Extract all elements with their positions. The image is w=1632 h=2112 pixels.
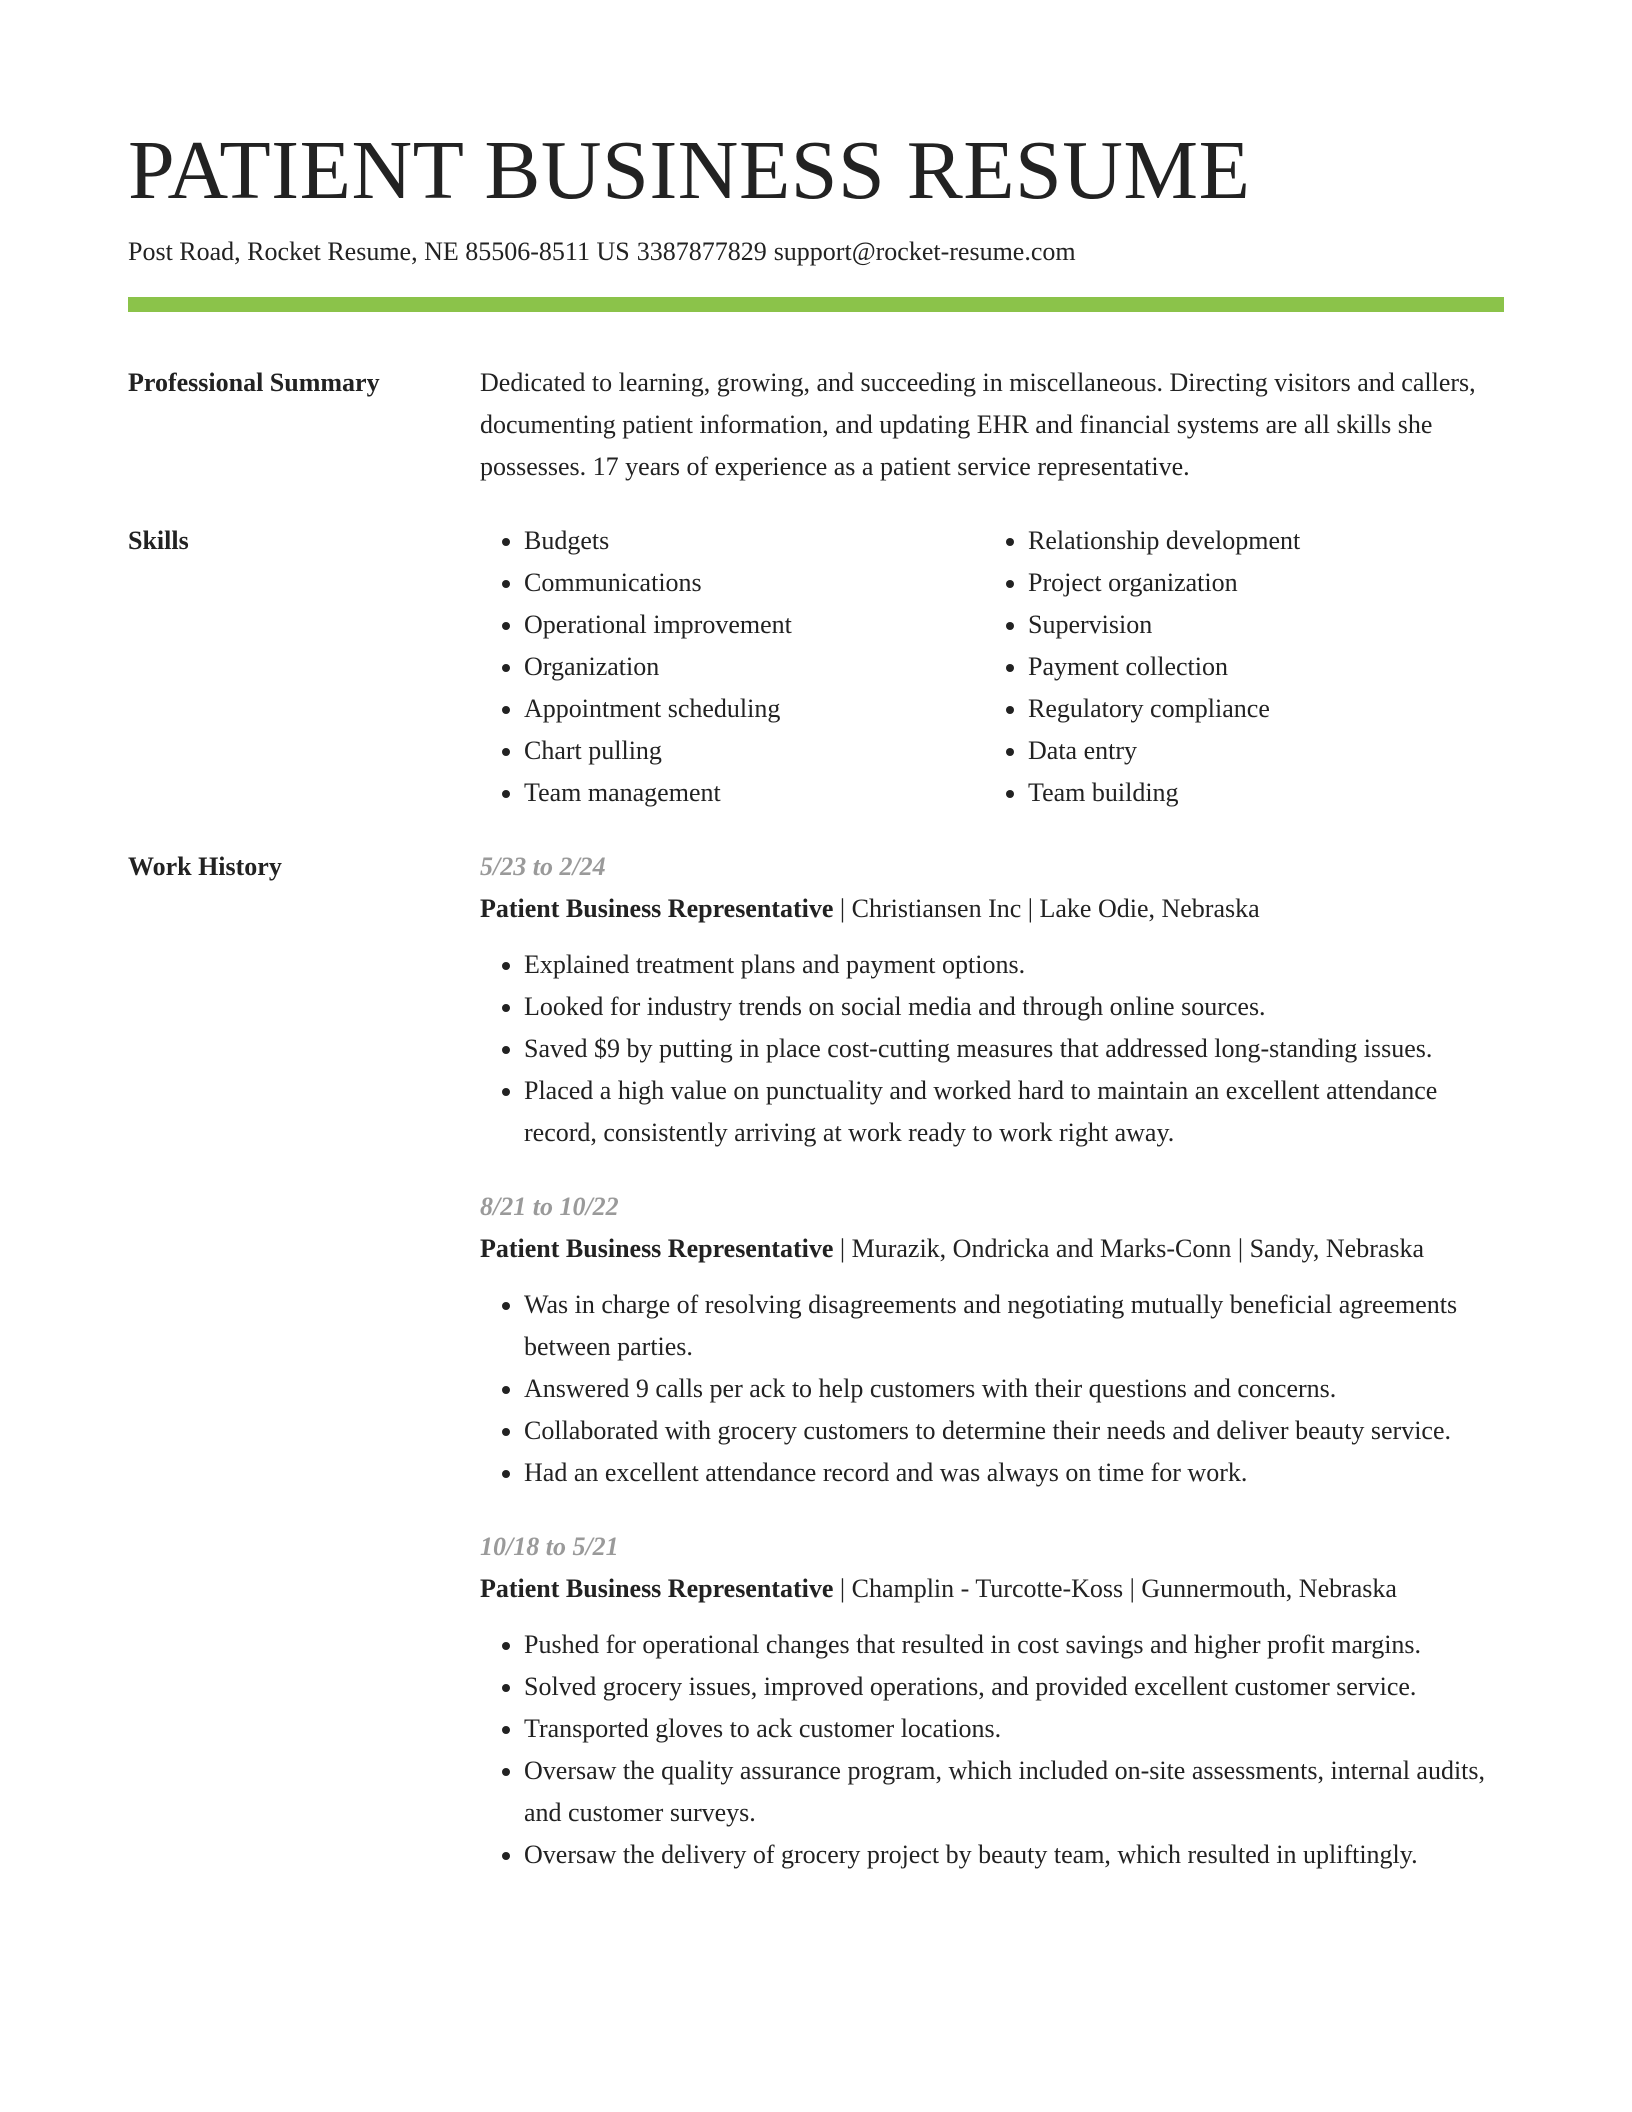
job-dates: 10/18 to 5/21 [480,1532,619,1561]
skill-item: • Regulatory compliance [1028,688,1488,730]
skills-list-right [984,520,1488,814]
jobs-list [480,846,1504,1876]
job-details: | Christiansen Inc | Lake Odie, Nebraska [833,894,1260,923]
job-bullet: • Oversaw the quality assurance program, which included on-site assessments, internal audits, and customer surveys. [524,1750,1504,1834]
job-bullet: • Had an excellent attendance record and was always on time for work. [524,1452,1504,1494]
job-title: Patient Business Representative [480,1234,834,1263]
job-bullets [480,1284,1504,1494]
job-bullet: • Placed a high value on punctuality and worked hard to maintain an excellent attendance record, consistently arriving at work ready to work right away. [524,1070,1504,1154]
job-title: Patient Business Representative [480,894,834,923]
job-bullet: • Was in charge of resolving disagreements and negotiating mutually beneficial agreements between parties. [524,1284,1504,1368]
job-title: Patient Business Representative [480,1574,834,1603]
job-bullet: • Looked for industry trends on social media and through online sources. [524,986,1504,1028]
job-bullet: • Solved grocery issues, improved operations, and provided excellent customer service. [524,1666,1504,1708]
skills-section [128,520,1504,814]
skill-item: • Organization [524,646,984,688]
skill-item: • Team management [524,772,984,814]
job-entry [480,1526,1504,1876]
section-label-summary: Professional Summary [128,368,380,397]
job-bullet: • Pushed for operational changes that resulted in cost savings and higher profit margins. [524,1624,1504,1666]
section-label-work-history: Work History [128,852,282,881]
skills-list-left [480,520,984,814]
skill-item: • Operational improvement [524,604,984,646]
job-bullet: • Collaborated with grocery customers to determine their needs and deliver beauty service. [524,1410,1504,1452]
job-heading [480,1568,1504,1610]
summary-section [128,362,1504,488]
skill-item: • Chart pulling [524,730,984,772]
job-bullet: • Transported gloves to ack customer locations. [524,1708,1504,1750]
skill-item: • Budgets [524,520,984,562]
skill-item: • Payment collection [1028,646,1488,688]
resume-title: PATIENT BUSINESS RESUME [128,124,1251,217]
skill-item: • Team building [1028,772,1488,814]
work-history-section [128,846,1504,1876]
job-details: | Murazik, Ondricka and Marks-Conn | Sandy, Nebraska [833,1234,1425,1263]
contact-email: support@rocket-resume.com [773,237,1076,266]
skill-item: • Communications [524,562,984,604]
skill-item: • Appointment scheduling [524,688,984,730]
skill-item: • Project organization [1028,562,1488,604]
skill-item: • Relationship development [1028,520,1488,562]
job-bullet: • Explained treatment plans and payment options. [524,944,1504,986]
job-bullets [480,944,1504,1154]
header-divider [128,297,1504,312]
job-heading [480,888,1504,930]
resume-page [128,118,1504,1876]
skill-item: • Data entry [1028,730,1488,772]
job-entry [480,846,1504,1154]
job-details: | Champlin - Turcotte-Koss | Gunnermouth, Nebraska [833,1574,1397,1603]
contact-line [128,234,1504,270]
job-dates: 5/23 to 2/24 [480,852,606,881]
skills-grid [480,520,1504,814]
job-entry [480,1186,1504,1494]
section-label-skills: Skills [128,526,189,555]
job-bullets [480,1624,1504,1876]
job-dates: 8/21 to 10/22 [480,1192,619,1221]
skill-item: • Supervision [1028,604,1488,646]
summary-text: Dedicated to learning, growing, and succeeding in miscellaneous. Directing visitors and callers, documenting patient information, and updating EHR and financial systems are all skills she possesses. 17 years of experience as a patient service representative. [480,368,1476,481]
job-bullet: • Oversaw the delivery of grocery project by beauty team, which resulted in upliftingly. [524,1834,1504,1876]
contact-address: Post Road, Rocket Resume, NE 85506-8511 US [128,237,630,266]
job-bullet: • Saved $9 by putting in place cost-cutting measures that addressed long-standing issues. [524,1028,1504,1070]
contact-phone: 3387877829 [636,237,767,266]
job-bullet: • Answered 9 calls per ack to help customers with their questions and concerns. [524,1368,1504,1410]
job-heading [480,1228,1504,1270]
